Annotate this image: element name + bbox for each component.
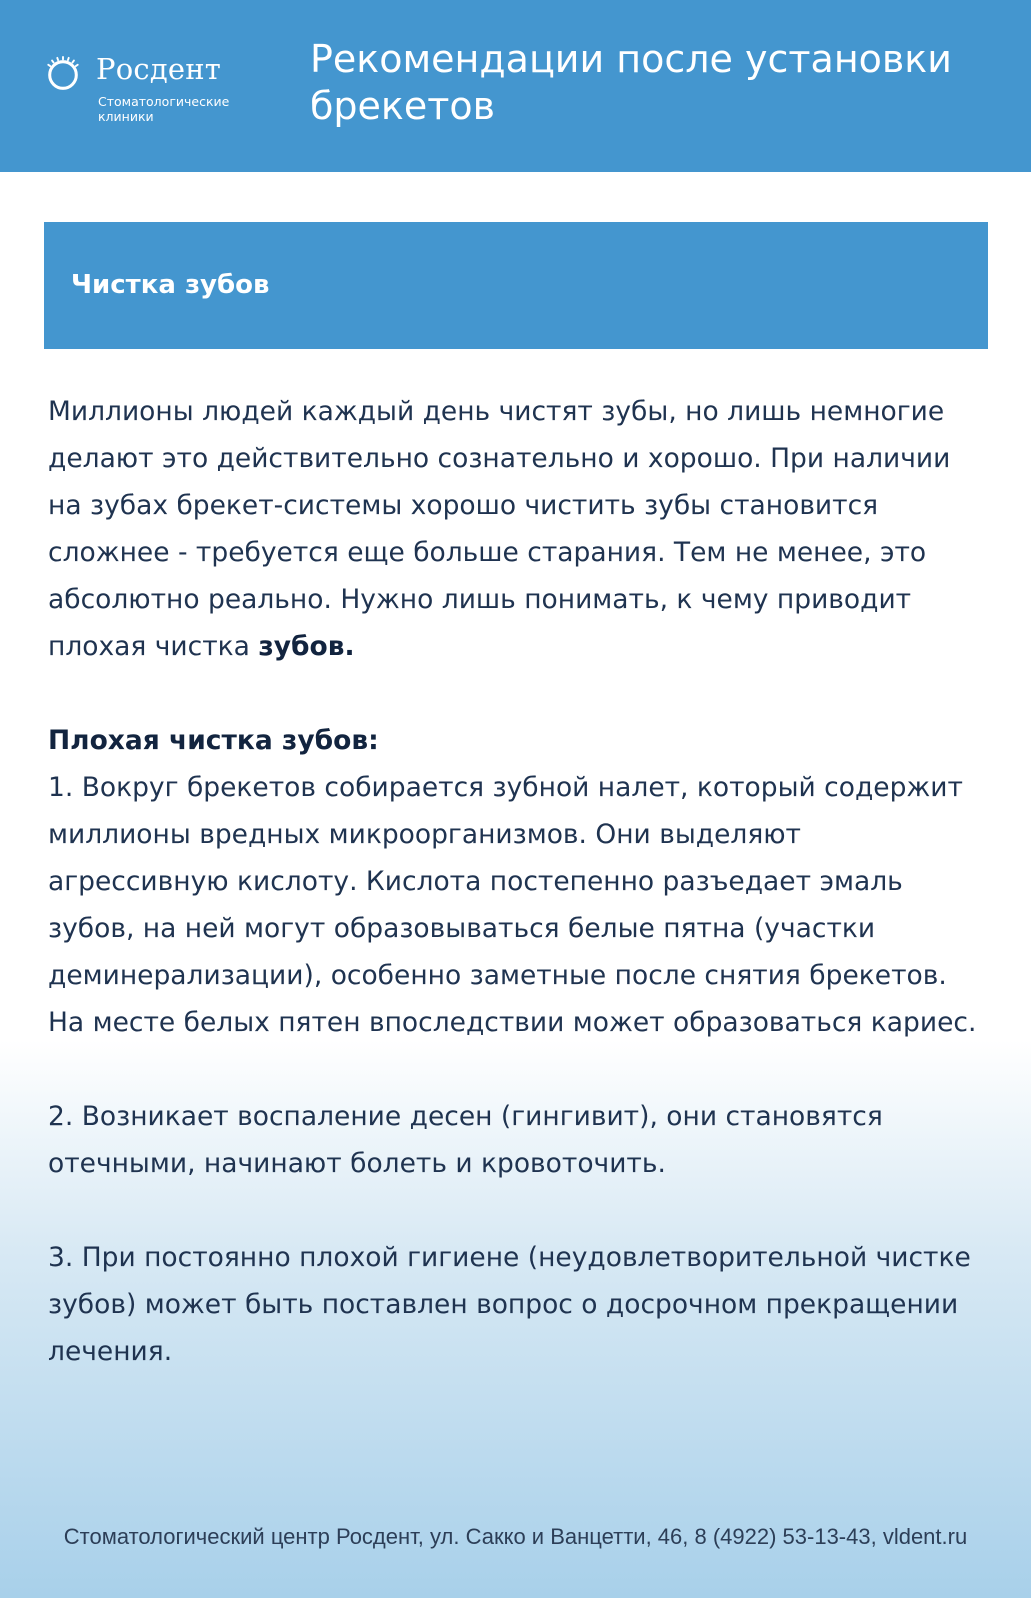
list-item-1: 1. Вокруг брекетов собирается зубной налет, который содержит миллионы вредных микроорганизмов. Они выделяют агрессивную кислоту. Кислота постепенно разъедает эмаль зубов, на ней могут образовываться белые пятна (участки деминерализации), особенно заметные после снятия брекетов. На месте белых пятен впоследствии может образоваться кариес. <box>48 772 977 1038</box>
sun-ring-logo-icon <box>44 56 82 94</box>
intro-bold-text: зубов. <box>258 631 355 662</box>
section-header <box>44 222 988 349</box>
list-heading: Плохая чистка зубов: <box>48 725 379 756</box>
header-banner <box>0 0 1031 172</box>
article-body <box>48 388 988 1375</box>
intro-text: Миллионы людей каждый день чистят зубы, но лишь немногие делают это действительно сознательно и хорошо. При наличии на зубах брекет-системы хорошо чистить зубы становится сложнее - требуется еще больше старания. Тем не менее, это абсолютно реально. Нужно лишь понимать, к чему приводит плохая чистка <box>48 396 951 662</box>
brand-name: Росдент <box>96 52 222 86</box>
list-item-2: 2. Возникает воспаление десен (гингивит), они становятся отечными, начинают болеть и кровоточить. <box>48 1101 883 1179</box>
section-title: Чистка зубов <box>71 270 270 300</box>
footer-contact: Стоматологический центр Росдент, ул. Сакко и Ванцетти, 46, 8 (4922) 53-13-43, vldent.ru <box>63 1524 968 1549</box>
spacer <box>48 1187 988 1234</box>
brand-subtitle: Стоматологические клиники <box>98 94 230 124</box>
brand-logo[interactable] <box>44 50 264 130</box>
spacer <box>48 1046 988 1093</box>
intro-paragraph <box>48 388 988 670</box>
spacer <box>48 670 988 717</box>
list-item-3: 3. При постоянно плохой гигиене (неудовлетворительной чистке зубов) может быть поставлен вопрос о досрочном прекращении лечения. <box>48 1242 971 1367</box>
page-title: Рекомендации после установки брекетов <box>310 37 952 128</box>
